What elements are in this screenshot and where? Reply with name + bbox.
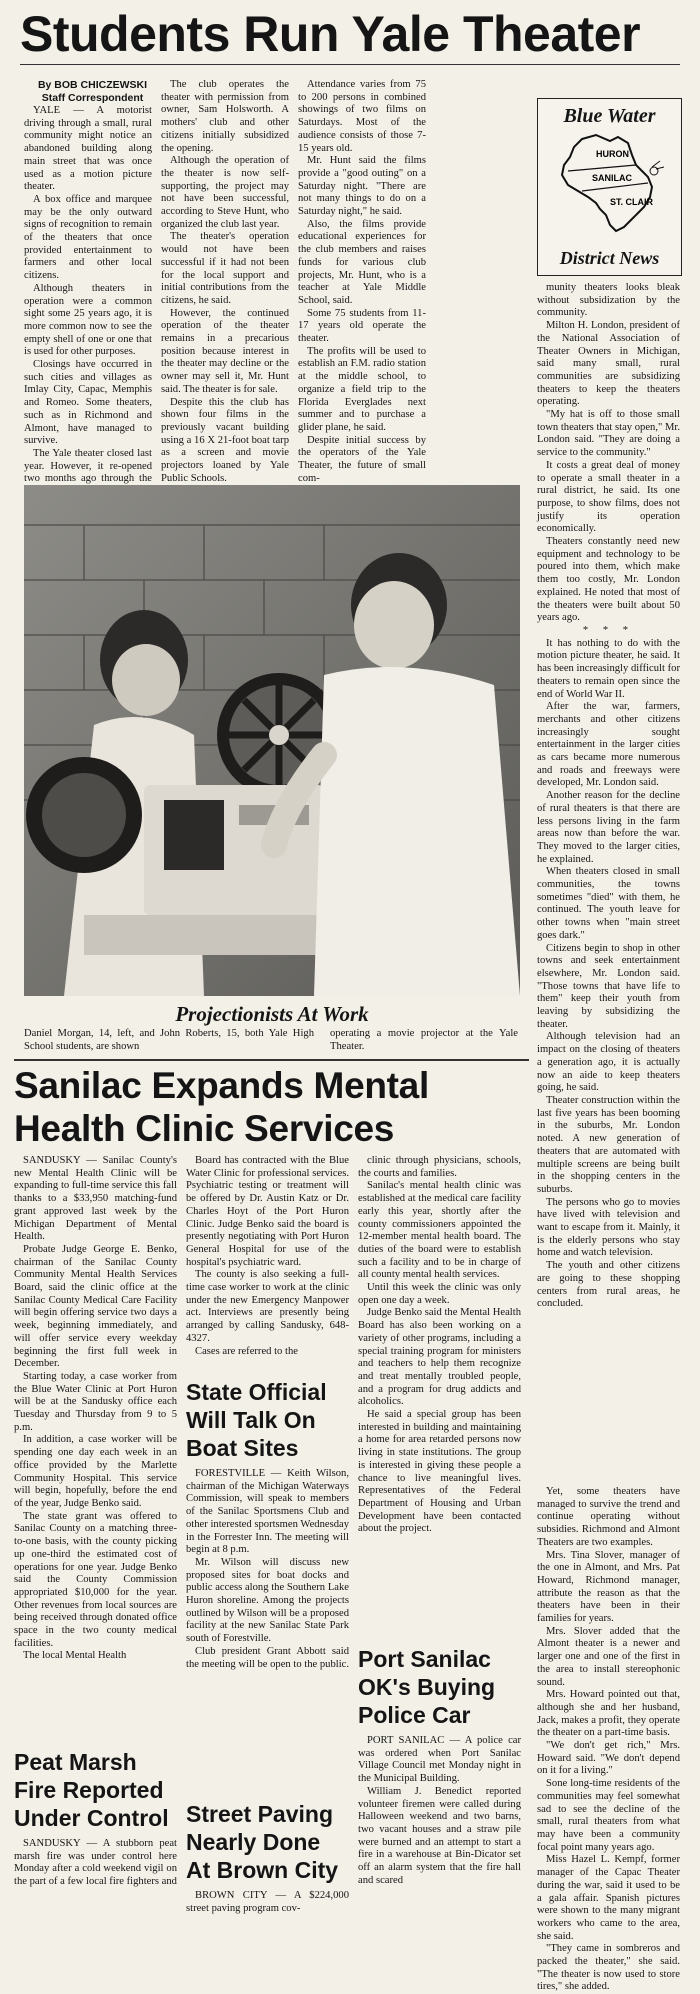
article-paragraph: YALE — A motorist driving through a small, rural community might notice an abandoned building along main street that was once used as a motion picture theater. bbox=[24, 105, 152, 193]
peat-marsh-headline: Peat Marsh Fire Reported Under Control bbox=[14, 1749, 169, 1831]
projectionists-photo bbox=[24, 485, 520, 996]
section-rule bbox=[14, 1059, 529, 1061]
article-paragraph: William J. Benedict reported volunteer firemen were called during Halloween weekend and two barns, two vacant houses and a straw pile were burned and an attempt to start a fire in a warehouse at Bin-Dicator set off an alarm system that the fire hall and scared bbox=[358, 1785, 521, 1886]
peat-marsh-body bbox=[14, 1838, 177, 1889]
article-paragraph: clinic through physicians, schools, the courts and families. bbox=[358, 1155, 521, 1179]
byline-name: By BOB CHICZEWSKI bbox=[37, 79, 148, 91]
article-paragraph: Despite initial success by the operators of the Yale Theater, the future of small com- bbox=[298, 434, 426, 484]
article-paragraph: "We don't get rich," Mrs. Howard said. "We don't depend on it for a living." bbox=[537, 1740, 680, 1777]
thumb-map-icon bbox=[552, 131, 667, 239]
logo-title-top: Blue Water bbox=[563, 105, 656, 127]
article-paragraph: Attendance varies from 75 to 200 persons in combined showings of two films on Saturdays. Most of the audience consists of those 7-15 years old. bbox=[298, 79, 426, 154]
state-official-body bbox=[186, 1468, 349, 1671]
article-paragraph: munity theaters looks bleak without subsidization by the community. bbox=[537, 282, 680, 319]
yale-column-3 bbox=[298, 79, 426, 486]
article-paragraph: Sanilac's mental health clinic was established at the medical care facility early this year, shortly after the county commissioners appointed the 12-member mental health board. The duties of the board were to establish such a facility and to be in charge of all county mental health services. bbox=[358, 1180, 521, 1281]
article-paragraph: Miss Hazel L. Kempf, former manager of the Capac Theater during the war, said it used to be a gala affair. Spanish pictures were shown to the many migrant workers who came to the area, she said. bbox=[537, 1854, 680, 1942]
article-paragraph: The theater's operation would not have been successful if it had not been for the local support and initial contributions from the citizens, he said. bbox=[161, 231, 289, 306]
article-paragraph: The persons who go to movies have lived with television and want to escape from it. Mainly, it is the elderly persons who stay home and watch television. bbox=[537, 1196, 680, 1259]
article-paragraph: PORT SANILAC — A police car was ordered when Port Sanilac Village Council met Monday night in the Municipal Building. bbox=[358, 1735, 521, 1785]
yale-column-4-top bbox=[537, 282, 680, 1311]
sanilac-column-3 bbox=[358, 1155, 521, 1536]
map-label-huron: HURON bbox=[596, 149, 629, 159]
article-paragraph: The state grant was offered to Sanilac County on a matching three-to-one basis, with the county picking up one-third the estimated cost of operations for one year. Judge Benko said the County Commission appropriated $10,000 for the year. Other revenues from local sources are being received through donated office space in the two county medical facilities. bbox=[14, 1510, 177, 1649]
district-news-logo bbox=[537, 98, 682, 276]
article-paragraph: Some 75 students from 11-17 years old operate the theater. bbox=[298, 307, 426, 345]
article-paragraph: Board has contracted with the Blue Water Clinic for professional services. Psychiatric testing or treatment will be offered by Dr. Austin Katz or Dr. Charles Hoyt of the Port Huron Clinic. Judge Benko said the board is presently negotiating with Port Huron General Hospital for use of the hospital's psychiatric ward. bbox=[186, 1155, 349, 1268]
article-paragraph: Another reason for the decline of rural theaters is that there are less persons living in the farm areas now than before the war. They moved to the larger cities, he explained. bbox=[537, 790, 680, 865]
article-paragraph: He said a special group has been interested in building and maintaining a home for area retarded persons now living in state institutions. The group is interested in giving these people a chance to live meaningful lives. Representatives of the Federal Department of Housing and Urban Development have been contacted about the project. bbox=[358, 1409, 521, 1535]
yale-column-1 bbox=[24, 79, 152, 512]
article-paragraph: The club operates the theater with permission from owner, Sam Holsworth. A mothers' club and other citizens initially subsidized the opening. bbox=[161, 79, 289, 154]
sanilac-headline: Sanilac Expands Mental Health Clinic Services bbox=[14, 1065, 429, 1149]
photo-caption-left: Daniel Morgan, 14, left, and John Roberts, 15, both Yale High School students, are shown bbox=[24, 1028, 314, 1052]
projector-photo-illustration bbox=[24, 485, 520, 996]
article-paragraph: Sone long-time residents of the communities may feel somewhat sad to see the decline of the small, rural theaters from what may have been a community focal point many years ago. bbox=[537, 1778, 680, 1853]
port-sanilac-article bbox=[358, 1645, 521, 1887]
article-paragraph: Mr. Hunt said the films provide a "good outing" on a Saturday night. "There are not many things to do on a Saturday night," he said. bbox=[298, 155, 426, 218]
street-paving-article bbox=[186, 1800, 349, 1915]
article-paragraph: Cases are referred to the bbox=[195, 1345, 298, 1357]
street-paving-headline: Street Paving Nearly Done At Brown City bbox=[186, 1801, 339, 1883]
article-paragraph: Starting today, a case worker from the Blue Water Clinic at Port Huron will be at the Sandusky office each Tuesday and Thursday from 9 to 5 p.m. bbox=[14, 1370, 177, 1433]
state-official-article bbox=[186, 1378, 349, 1671]
article-paragraph: The profits will be used to establish an F.M. radio station at the middle school, to organize a field trip to the Florida Everglades next summer and to purchase a glider plane, he said. bbox=[298, 345, 426, 433]
article-paragraph: However, the continued operation of the theater remains in a precarious position because interest in the theater may decline or the owner may sell it, Mr. Hunt said. The theater is for sale. bbox=[161, 307, 289, 395]
peat-marsh-article bbox=[14, 1748, 177, 1889]
article-paragraph: Although the operation of the theater is now self-supporting, the project may not have been successful, according to Steve Hunt, who organized the club last year. bbox=[161, 155, 289, 230]
article-paragraph: Yet, some theaters have managed to survive the trend and continue operating without subsidies. Richmond and Almont Theaters are two examples. bbox=[537, 1486, 680, 1548]
photo-caption-right: operating a movie projector at the Yale Theater. bbox=[330, 1028, 518, 1052]
byline-role: Staff Correspondent bbox=[41, 92, 144, 104]
sanilac-column-1 bbox=[14, 1155, 177, 1663]
map-label-st-clair: ST. CLAIR bbox=[610, 197, 654, 207]
article-paragraph: Citizens begin to shop in other towns and seek entertainment elsewhere, Mr. London said. "Those towns that have life to them" keep their youth from leaving by subsidizing the theater. bbox=[537, 942, 680, 1030]
article-paragraph: Mrs. Tina Slover, manager of the one in Almont, and Mrs. Pat Howard, Richmond manager, attribute the reason as that the theaters have been in their families for years. bbox=[537, 1549, 680, 1625]
article-paragraph: BROWN CITY — A $224,000 street paving program cov- bbox=[186, 1890, 349, 1914]
article-paragraph: Although theaters in operation were a common sight some 25 years ago, it is more common now to see the empty shell of one or one that is used for other purposes. bbox=[24, 282, 152, 358]
article-paragraph: SANDUSKY — A stubborn peat marsh fire was under control here Monday after a cold weekend vigil on the part of a few local fire fighters and bbox=[14, 1838, 177, 1888]
logo-title-bottom: District News bbox=[559, 248, 660, 268]
article-paragraph: Mr. Wilson will discuss new proposed sites for boat docks and public access along the Southern Lake Huron shoreline. Among the projects outlined by Wilson will be a proposed facility at the new Sanilac State Park south of Forestville. bbox=[186, 1556, 349, 1645]
street-paving-body bbox=[186, 1890, 349, 1915]
sanilac-column-2 bbox=[186, 1155, 349, 1358]
yale-column-4-bottom bbox=[537, 1486, 680, 1994]
article-paragraph: Probate Judge George E. Benko, chairman of the Sanilac County Community Mental Health Services Board, said the clinic office at the Sanilac County Medical Care Facility will begin offering service two days a week, beginning immediately, and will offer service every weekday beginning the first full week in December. bbox=[14, 1243, 177, 1370]
article-paragraph: Theaters constantly need new equipment and technology to be poured into them, which make them too costly, Mr. London explained. He noted that most of the theaters were built about 50 years ago. bbox=[537, 536, 680, 624]
article-paragraph: "They came in sombreros and packed the theater," she said. "The theater is now used to store tires," she added. bbox=[537, 1943, 680, 1993]
article-paragraph: Mrs. Howard pointed out that, although she and her husband, Jack, makes a profit, they operate the theater on a part-time basis. bbox=[537, 1689, 680, 1739]
article-paragraph: Despite this the club has shown four films in the previously vacant building using a 16 X 21-foot boat tarp as a screen and movie projectors loaned by Yale Public Schools. bbox=[161, 396, 289, 484]
photo-caption-title: Projectionists At Work bbox=[175, 1002, 369, 1026]
article-paragraph: Judge Benko said the Mental Health Board has also been working on a variety of other programs, including a special training program for ministers and teachers to help them recognize and treat mentally troubled people, and a program for drug addicts and alcoholics. bbox=[358, 1307, 521, 1408]
article-paragraph: Theater construction within the last five years has been booming in the suburbs, Mr. London noted. A new generation of theaters that are automated with multiple screens are being built in the shopping centers in the suburbs. bbox=[537, 1095, 680, 1195]
article-paragraph: Closings have occurred in such cities and villages as Imlay City, Capac, Memphis and Romeo. Some theaters, such as in Richmond and Almont, have managed to survive. bbox=[24, 359, 152, 447]
port-sanilac-headline: Port Sanilac OK's Buying Police Car bbox=[358, 1646, 496, 1728]
article-paragraph: The youth and other citizens are going to these shopping centers from rural areas, he concluded. bbox=[537, 1260, 680, 1310]
article-paragraph: Mrs. Slover added that the Almont theater is a newer and larger one and one of the first in the area to install stereophonic sound. bbox=[537, 1625, 680, 1688]
article-paragraph: Club president Grant Abbott said the meeting will be open to the public. bbox=[186, 1645, 349, 1670]
article-paragraph: In addition, a case worker will be spending one day each week in an office provided by the Marlette Community Hospital. This service will begin, hopefully, before the end of the year, Judge Benko said. bbox=[14, 1434, 177, 1509]
main-headline: Students Run Yale Theater bbox=[20, 6, 641, 62]
article-paragraph: Milton H. London, president of the National Association of Theater Owners in Michigan, said many small, rural communities are subsidizing theaters to keep the theaters operating. bbox=[537, 320, 680, 408]
article-paragraph: "My hat is off to those small town theaters that stay open," Mr. London said. "They are doing a service to the community." bbox=[537, 409, 680, 459]
yale-column-2 bbox=[161, 79, 289, 486]
article-paragraph: A box office and marquee may be the only outward signs of recognition to remain of the theaters that once provided entertainment to farmers and other local citizens. bbox=[24, 193, 152, 282]
headline-rule bbox=[20, 64, 680, 65]
article-paragraph: The Yale theater closed last year. However, it re-opened two months ago through the bbox=[24, 447, 152, 485]
article-paragraph: FORESTVILLE — Keith Wilson, chairman of the Michigan Waterways Commission, will speak to members of the Sanilac Sportsmens Club and other interested sportsmen Wednesday in the Forrester Inn. The meeting will begin at 8 p.m. bbox=[186, 1468, 349, 1556]
article-paragraph: The county is also seeking a full-time case worker to work at the clinic under the new Emergency Manpower act. Interviews are presently being arranged by calling Sandusky, 648-4327. bbox=[186, 1269, 349, 1344]
article-paragraph: When theaters closed in small communities, the towns sometimes "died" with them, he continued. The youth leave for other towns when "main street goes dark." bbox=[537, 866, 680, 941]
article-paragraph: It has nothing to do with the motion picture theater, he said. It has been increasingly difficult for theaters to remain open since the end of World War II. bbox=[537, 637, 680, 700]
state-official-headline: State Official Will Talk On Boat Sites bbox=[186, 1379, 327, 1461]
article-paragraph: Until this week the clinic was only open one day a week. bbox=[358, 1282, 521, 1306]
article-paragraph: After the war, farmers, merchants and other citizens increasingly sought entertainment in the larger cities as cars became more numerous and roads and freeways were developed, Mr. London said. bbox=[537, 701, 680, 789]
article-paragraph: The local Mental Health bbox=[23, 1650, 127, 1662]
map-label-sanilac: SANILAC bbox=[592, 173, 632, 183]
section-break: * * * bbox=[582, 624, 635, 636]
article-paragraph: Although television had an impact on the closing of theaters a generation ago, it is actually now an aide to keep theaters going, he said. bbox=[537, 1031, 680, 1094]
article-paragraph: It costs a great deal of money to operate a small theater in a rural district, he said. Its one purpose, to show films, does not justify its operation economically. bbox=[537, 459, 680, 535]
port-sanilac-body bbox=[358, 1735, 521, 1887]
article-paragraph: SANDUSKY — Sanilac County's new Mental Health Clinic will be expanding to full-time service this fall thanks to a $33,950 matching-fund grant approved last week by the Michigan Department of Mental Health. bbox=[14, 1155, 177, 1243]
article-paragraph: Also, the films provide educational experiences for the club members and raises funds for various club projects, Mr. Hunt, who is a teacher at Yale Middle School, said. bbox=[298, 218, 426, 306]
